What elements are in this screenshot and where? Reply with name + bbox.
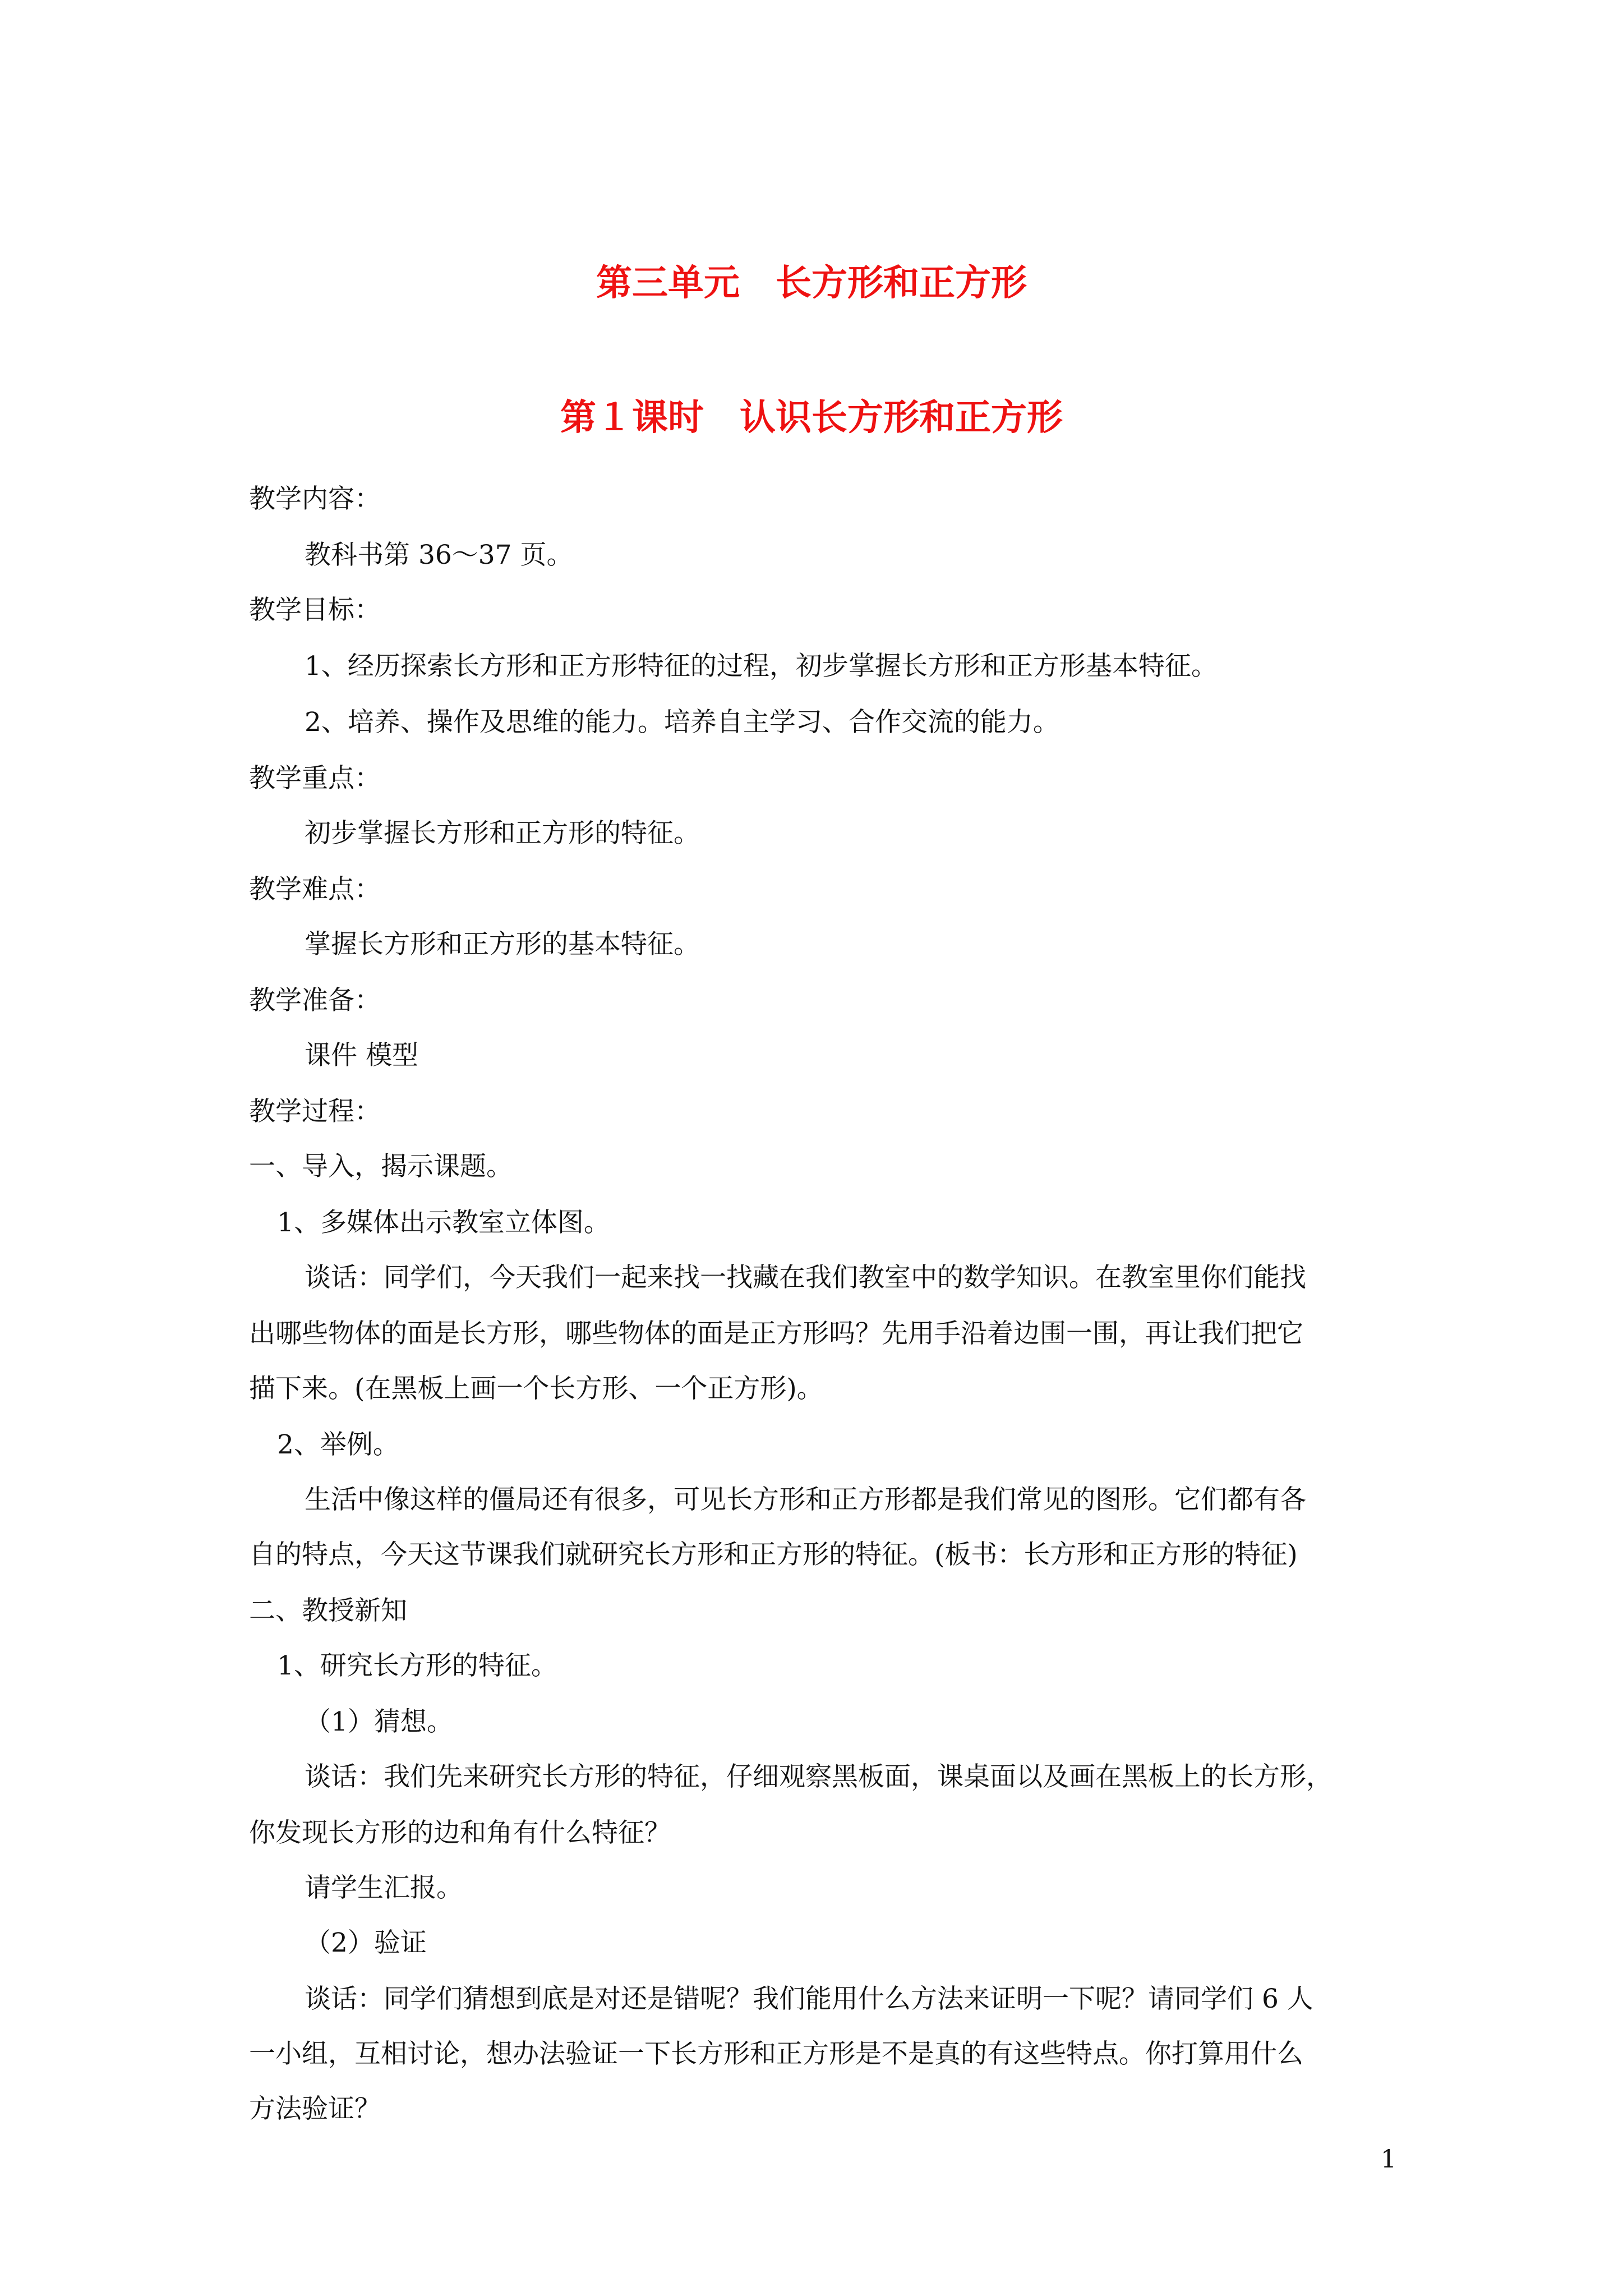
body-line: 请学生汇报。 <box>305 1872 463 1903</box>
body-line: 出哪些物体的面是长方形，哪些物体的面是正方形吗？先用手沿着边围一围，再让我们把它 <box>249 1318 1303 1349</box>
body-line: 1、多媒体出示教室立体图。 <box>277 1207 610 1238</box>
section-heading-preparation: 教学准备： <box>249 985 381 1016</box>
body-line: 1、研究长方形的特征。 <box>277 1650 557 1681</box>
body-line: （1）猜想。 <box>305 1706 453 1737</box>
lesson-title: 第１课时 认识长方形和正方形 <box>560 397 1063 439</box>
body-line: 你发现长方形的边和角有什么特征？ <box>249 1818 671 1848</box>
body-line: （2）验证 <box>305 1927 427 1958</box>
body-line: 2、举例。 <box>277 1429 399 1460</box>
body-line: 2、培养、操作及思维的能力。培养自主学习、合作交流的能力。 <box>305 707 1059 738</box>
body-line: 描下来。(在黑板上画一个长方形、一个正方形)。 <box>249 1373 823 1404</box>
section-heading-key-points: 教学重点： <box>249 763 381 794</box>
body-line: 谈话：我们先来研究长方形的特征，仔细观察黑板面，课桌面以及画在黑板上的长方形， <box>305 1761 1332 1792</box>
unit-title: 第三单元 长方形和正方形 <box>596 263 1027 304</box>
body-line: 生活中像这样的僵局还有很多，可见长方形和正方形都是我们常见的图形。它们都有各 <box>305 1484 1306 1515</box>
body-line: 教科书第 36～37 页。 <box>305 540 573 570</box>
body-line: 自的特点，今天这节课我们就研究长方形和正方形的特征。(板书：长方形和正方形的特征) <box>249 1539 1298 1570</box>
body-line: 一小组，互相讨论，想办法验证一下长方形和正方形是不是真的有这些特点。你打算用什么 <box>249 2039 1303 2069</box>
body-line: 谈话：同学们，今天我们一起来找一找藏在我们教室中的数学知识。在教室里你们能找 <box>305 1262 1306 1293</box>
body-line: 一、导入，揭示课题。 <box>249 1151 513 1182</box>
section-heading-process: 教学过程： <box>249 1096 381 1127</box>
page-number: 1 <box>1381 2145 1396 2174</box>
section-heading-content: 教学内容： <box>249 484 381 514</box>
body-line: 谈话：同学们猜想到底是对还是错呢？我们能用什么方法来证明一下呢？请同学们 6 人 <box>305 1984 1313 2014</box>
body-line: 1、经历探索长方形和正方形特征的过程，初步掌握长方形和正方形基本特征。 <box>305 651 1218 682</box>
section-heading-difficulties: 教学难点： <box>249 874 381 905</box>
body-line: 掌握长方形和正方形的基本特征。 <box>305 929 700 960</box>
body-line: 方法验证？ <box>249 2093 381 2124</box>
section-heading-goals: 教学目标： <box>249 595 381 625</box>
body-line: 二、教授新知 <box>249 1595 407 1626</box>
body-line: 初步掌握长方形和正方形的特征。 <box>305 818 700 849</box>
body-line: 课件 模型 <box>305 1040 418 1071</box>
